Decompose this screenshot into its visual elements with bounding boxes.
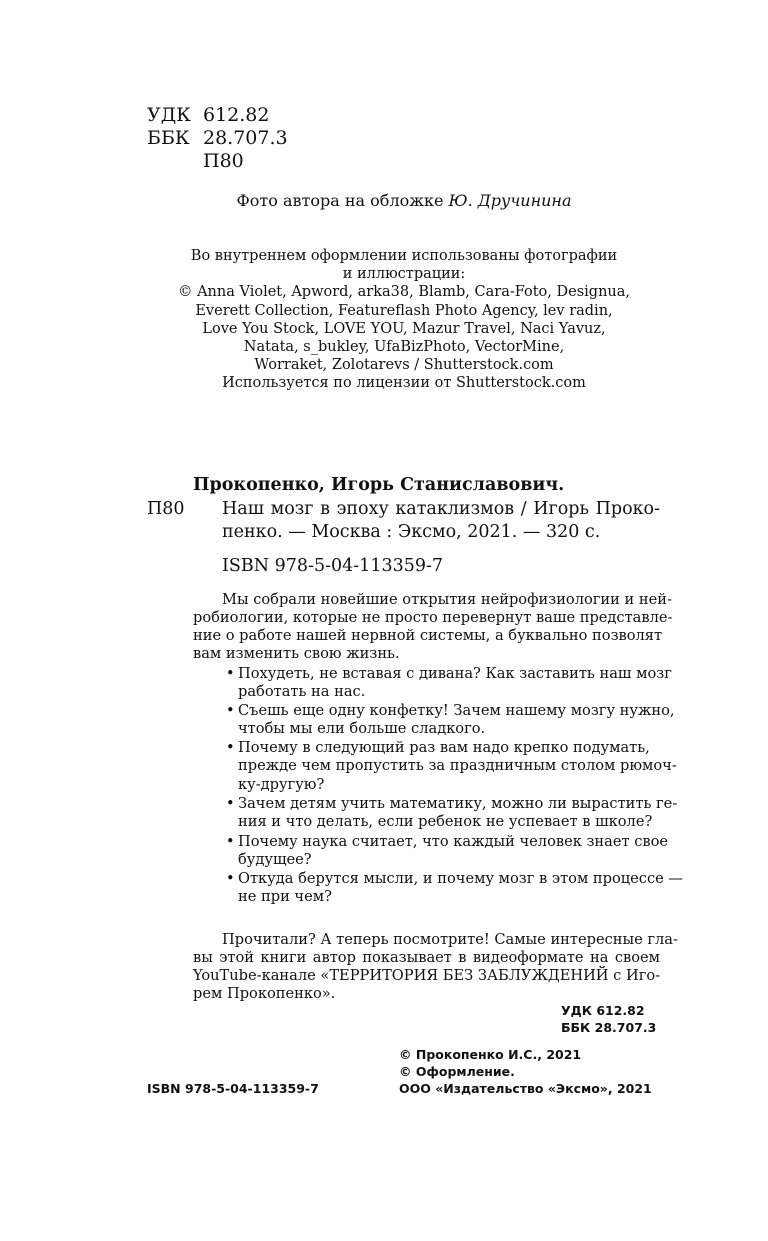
bullet-text: будущее? — [238, 851, 312, 869]
footer-copyright-author: © Прокопенко И.С., 2021 — [399, 1047, 582, 1062]
record-title-line1: Наш мозг в эпоху катаклизмов / Игорь Проко- — [222, 499, 660, 519]
udk-line — [147, 104, 269, 127]
record-isbn: ISBN 978-5-04-113359-7 — [222, 556, 444, 576]
photo-credit-name: Ю. Дручинина — [448, 191, 572, 210]
illustrations-line: Love You Stock, LOVE YOU, Mazur Travel, Naci Yavuz, — [202, 320, 606, 337]
annotation-bullet — [226, 833, 668, 870]
footer-publisher: ООО «Издательство «Эксмо», 2021 — [399, 1081, 652, 1096]
record-author: Прокопенко, Игорь Станиславович. — [193, 475, 565, 495]
illustrations-line: Worraket, Zolotarevs / Shutterstock.com — [254, 357, 554, 374]
annotation-intro-line: Мы собрали новейшие открытия нейрофизиологии и ней- — [222, 591, 672, 608]
bullet-dot: • — [226, 702, 235, 719]
photo-credit — [0, 191, 768, 210]
annotation-intro-line: ние о работе нашей нервной системы, а буквально позволят — [193, 627, 663, 644]
annotation-bullet — [226, 739, 677, 794]
annotation-closing-line: рем Прокопенко». — [193, 985, 336, 1002]
illustrations-line: © Anna Violet, Apword, arka38, Blamb, Cara-Foto, Designua, — [177, 284, 631, 301]
bullet-text: Зачем детям учить математику, можно ли вырастить ге- — [238, 795, 678, 812]
bullet-text: не при чем? — [238, 888, 332, 906]
bullet-text: Откуда берутся мысли, и почему мозг в этом процессе — — [238, 870, 684, 887]
footer-udk: УДК 612.82 — [561, 1003, 645, 1018]
bullet-text: прежде чем пропустить за праздничным столом рюмоч- — [238, 757, 677, 775]
bullet-text: Почему в следующий раз вам надо крепко подумать, — [238, 739, 650, 756]
bullet-text: работать на нас. — [238, 683, 366, 701]
record-code: П80 — [147, 499, 185, 519]
bbk-line — [147, 127, 288, 150]
illustrations-line: Используется по лицензии от Shutterstock.com — [222, 375, 586, 392]
annotation-intro-line: вам изменить свою жизнь. — [193, 645, 400, 662]
udk-value: 612.82 — [203, 104, 270, 126]
illustrations-line: Everett Collection, Featureflash Photo Agency, lev radin, — [195, 302, 613, 319]
bullet-text: ку-другую? — [238, 775, 325, 793]
bbk-label: ББК — [147, 127, 190, 149]
bullet-text: Почему наука считает, что каждый человек знает свое — [238, 833, 669, 850]
photo-credit-prefix: Фото автора на обложке — [236, 191, 449, 210]
illustrations-credits — [0, 247, 768, 393]
bullet-text: Похудеть, не вставая с дивана? Как заставить наш мозг — [238, 665, 672, 682]
footer-bbk: ББК 28.707.3 — [561, 1020, 657, 1035]
annotation-closing-line: вы этой книги автор показывает в видеоформате на своем — [193, 949, 660, 966]
footer-copyright-design: © Оформление. — [399, 1064, 515, 1079]
bullet-dot: • — [226, 833, 235, 850]
annotation-intro-line: робиологии, которые не просто перевернут ваше представле- — [193, 609, 673, 626]
udk-label: УДК — [147, 104, 191, 126]
bullet-text: Съешь еще одну конфетку! Зачем нашему мозгу нужно, — [238, 702, 675, 719]
bullet-dot: • — [226, 665, 235, 682]
annotation-closing-line: Прочитали? А теперь посмотрите! Самые интересные гла- — [222, 931, 678, 948]
bullet-dot: • — [226, 795, 235, 812]
illustrations-line: Natata, s_bukley, UfaBizPhoto, VectorMine, — [243, 339, 565, 356]
bullet-text: чтобы мы ели больше сладкого. — [238, 720, 486, 738]
annotation-closing-line: YouTube-канале «ТЕРРИТОРИЯ БЕЗ ЗАБЛУЖДЕНИЙ с Иго- — [193, 967, 661, 984]
annotation-bullet — [226, 665, 672, 702]
footer-isbn: ISBN 978-5-04-113359-7 — [147, 1081, 319, 1096]
author-mark: П80 — [203, 150, 244, 172]
bullet-dot: • — [226, 739, 235, 756]
bbk-value: 28.707.3 — [203, 127, 288, 149]
illustrations-line: Во внутреннем оформлении использованы фотографии — [190, 248, 618, 264]
bullet-text: ния и что делать, если ребенок не успевает в школе? — [238, 813, 653, 831]
illustrations-line: и иллюстрации: — [342, 266, 466, 283]
annotation-bullet — [226, 870, 683, 907]
record-title-line2: пенко. — Москва : Эксмо, 2021. — 320 с. — [222, 522, 601, 542]
bullet-dot: • — [226, 870, 235, 887]
annotation-bullet — [226, 795, 677, 832]
annotation-bullet — [226, 702, 675, 739]
